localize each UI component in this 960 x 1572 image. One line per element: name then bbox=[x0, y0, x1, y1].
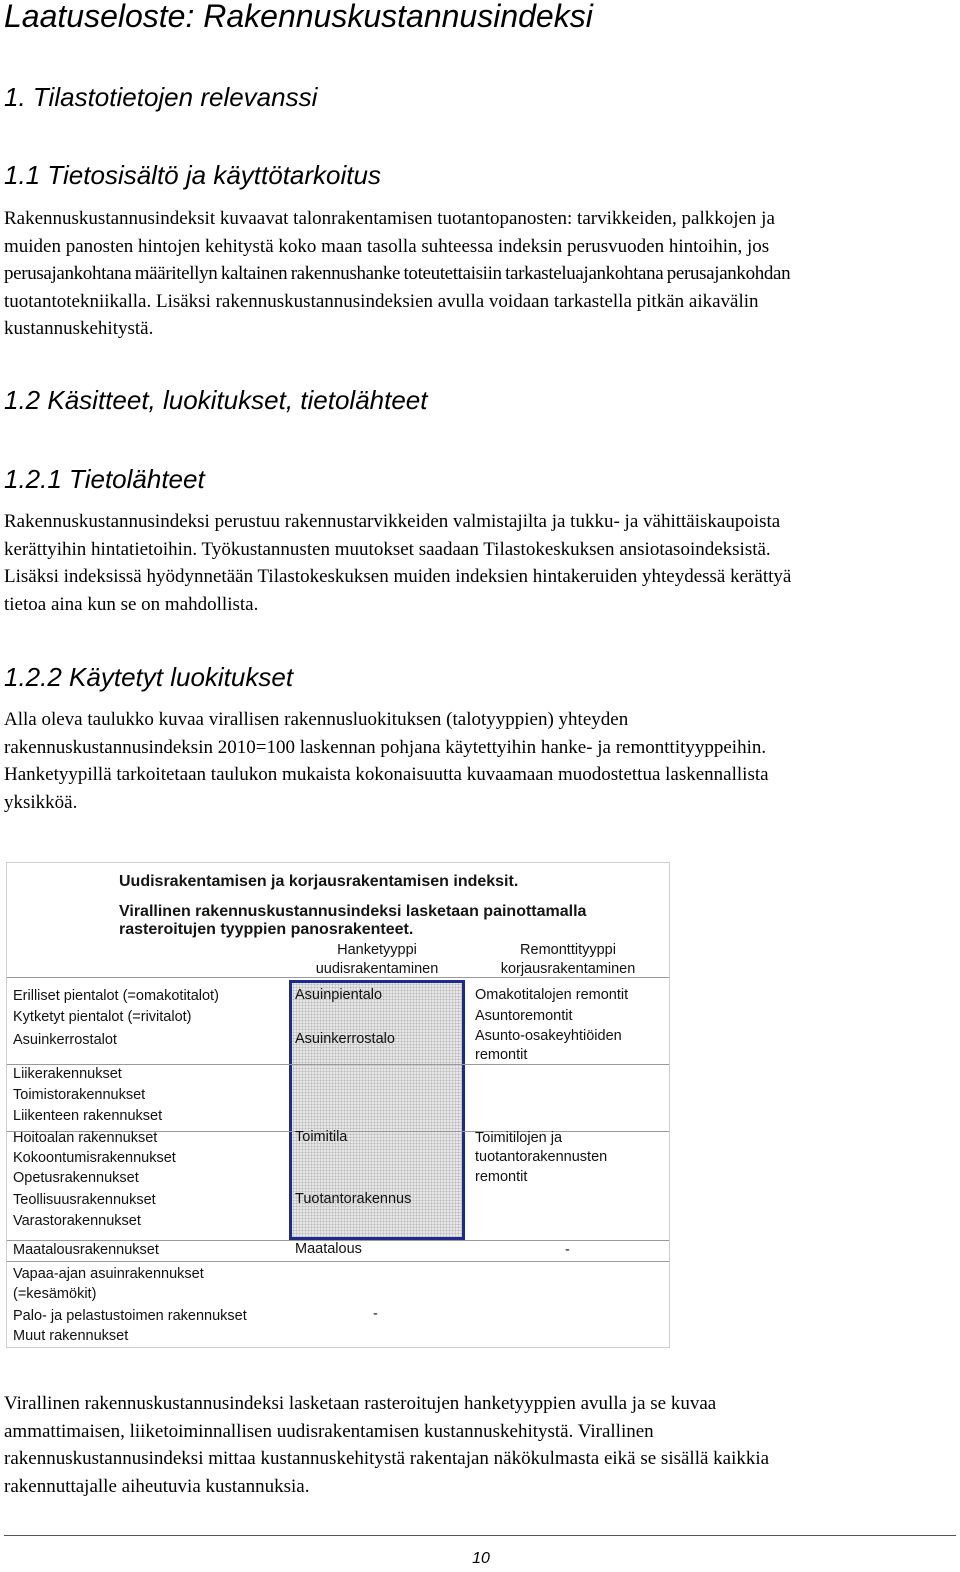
renovation-type-none: - bbox=[565, 1242, 570, 1258]
text-line: rakennuskustannusindeksi mittaa kustannuskehitystä rakentajan näkökulmasta eikä se sisällä kaikkia bbox=[4, 1448, 770, 1469]
building-class: (=kesämökit) bbox=[13, 1286, 97, 1302]
building-class: Teollisuusrakennukset bbox=[13, 1192, 156, 1208]
section-heading-1-2-2: 1.2.2 Käytetyt luokitukset bbox=[4, 662, 294, 692]
figure-title-line: Virallinen rakennuskustannusindeksi lasketaan painottamalla bbox=[119, 903, 587, 920]
section-heading-1-1: 1.1 Tietosisältö ja käyttötarkoitus bbox=[4, 160, 381, 190]
page-number: 10 bbox=[472, 1550, 490, 1567]
building-class: Erilliset pientalot (=omakotitalot) bbox=[13, 988, 219, 1004]
renovation-type: remontit bbox=[475, 1047, 528, 1063]
footer-divider bbox=[4, 1535, 956, 1536]
document-title: Laatuseloste: Rakennuskustannusindeksi bbox=[4, 0, 593, 34]
renovation-type: Asunto-osakeyhtiöiden bbox=[475, 1028, 622, 1044]
text-line: Hanketyypillä tarkoitetaan taulukon mukaista kokonaisuutta kuvaamaan muodostettua laskennallista bbox=[4, 764, 769, 785]
header-line: Remonttityyppi bbox=[520, 942, 616, 958]
text-line: tietoa aina kun se on mahdollista. bbox=[4, 593, 259, 615]
column-header-project-type bbox=[289, 941, 465, 979]
building-class: Liikenteen rakennukset bbox=[13, 1108, 163, 1124]
column-header-renovation-type bbox=[473, 941, 663, 979]
text-line: Alla oleva taulukko kuvaa virallisen rakennusluokituksen (talotyyppien) yhteyden bbox=[4, 709, 629, 730]
project-type-toimitila: Toimitila bbox=[295, 1129, 348, 1145]
project-type-tuotantorakennus: Tuotantorakennus bbox=[295, 1191, 412, 1207]
text-line: perusajankohtana määritellyn kaltainen rakennushanke toteutettaisiin tarkasteluajankohtana perusajankohdan bbox=[4, 263, 791, 284]
building-class: Kokoontumisrakennukset bbox=[13, 1150, 176, 1166]
building-class: Vapaa-ajan asuinrakennukset bbox=[13, 1266, 204, 1282]
text-line: ammattimaisen, liiketoiminnallisen uudisrakentamisen kustannuskehitystä. Virallinen bbox=[4, 1420, 654, 1442]
project-type-maatalous: Maatalous bbox=[295, 1241, 362, 1257]
renovation-type: Omakotitalojen remontit bbox=[475, 987, 629, 1003]
building-class: Liikerakennukset bbox=[13, 1066, 122, 1082]
text-line: kerättyihin hintatietoihin. Työkustannusten muutokset saadaan Tilastokeskuksen ansiotasoindeksistä. bbox=[4, 538, 771, 560]
building-class: Asuinkerrostalot bbox=[13, 1032, 117, 1048]
paragraph-classifications bbox=[4, 706, 956, 816]
figure-title-line: rasteroitujen tyyppien panosrakenteet. bbox=[119, 921, 414, 938]
paragraph-official-index bbox=[4, 1390, 956, 1500]
building-class: Maatalousrakennukset bbox=[13, 1242, 159, 1258]
text-line: kustannuskehitystä. bbox=[4, 318, 154, 339]
building-class: Varastorakennukset bbox=[13, 1213, 141, 1229]
table-divider bbox=[7, 1261, 669, 1262]
text-line: Virallinen rakennuskustannusindeksi lasketaan rasteroitujen hanketyyppien avulla ja se kuvaa bbox=[4, 1393, 717, 1414]
text-line: Lisäksi indeksissä hyödynnetään Tilastokeskuksen muiden indeksien hintakeruiden yhteydessä kerättyä bbox=[4, 566, 792, 587]
renovation-type: Toimitilojen ja bbox=[475, 1130, 563, 1146]
text-line: Rakennuskustannusindeksi perustuu rakennustarvikkeiden valmistajilta ja tukku- ja vähittäiskaupoista bbox=[4, 511, 781, 532]
renovation-type: Asuntoremontit bbox=[475, 1008, 573, 1024]
header-line: Hanketyyppi bbox=[337, 942, 417, 958]
building-class: Toimistorakennukset bbox=[13, 1087, 146, 1103]
figure-title-line: Uudisrakentamisen ja korjausrakentamisen indeksit. bbox=[119, 873, 519, 890]
building-class: Hoitoalan rakennukset bbox=[13, 1130, 158, 1146]
text-line: Rakennuskustannusindeksit kuvaavat talonrakentamisen tuotantopanosten: tarvikkeiden, palkkojen ja bbox=[4, 208, 775, 229]
project-type-asuinpientalo: Asuinpientalo bbox=[295, 987, 383, 1003]
section-heading-1-2-1: 1.2.1 Tietolähteet bbox=[4, 464, 205, 494]
paragraph-data-sources bbox=[4, 508, 956, 618]
table-divider bbox=[7, 977, 669, 978]
classification-table-figure bbox=[6, 862, 670, 1348]
building-class: Kytketyt pientalot (=rivitalot) bbox=[13, 1009, 192, 1025]
renovation-type: remontit bbox=[475, 1169, 528, 1185]
text-line: rakennuskustannusindeksin 2010=100 laskennan pohjana käytettyihin hanke- ja remonttityyppeihin. bbox=[4, 736, 767, 758]
section-heading-1-2: 1.2 Käsitteet, luokitukset, tietolähteet bbox=[4, 385, 428, 415]
project-type-none: - bbox=[373, 1306, 378, 1322]
text-line: tuotantotekniikalla. Lisäksi rakennuskustannusindeksien avulla voidaan tarkastella pitkän aikavälin bbox=[4, 290, 759, 312]
header-line: korjausrakentaminen bbox=[500, 961, 636, 977]
text-line: yksikköä. bbox=[4, 791, 78, 813]
section-heading-1: 1. Tilastotietojen relevanssi bbox=[4, 82, 318, 112]
project-type-asuinkerrostalo: Asuinkerrostalo bbox=[295, 1031, 395, 1047]
paragraph-content-purpose bbox=[4, 205, 956, 343]
text-line: rakennuttajalle aiheutuvia kustannuksia. bbox=[4, 1475, 310, 1497]
building-class: Muut rakennukset bbox=[13, 1328, 129, 1344]
header-line: uudisrakentaminen bbox=[315, 961, 439, 977]
renovation-type: tuotantorakennusten bbox=[475, 1149, 608, 1165]
text-line: muiden panosten hintojen kehitystä koko maan tasolla suhteessa indeksin perusvuoden hintoihin, jos bbox=[4, 235, 770, 257]
building-class: Opetusrakennukset bbox=[13, 1170, 139, 1186]
building-class: Palo- ja pelastustoimen rakennukset bbox=[13, 1308, 247, 1324]
